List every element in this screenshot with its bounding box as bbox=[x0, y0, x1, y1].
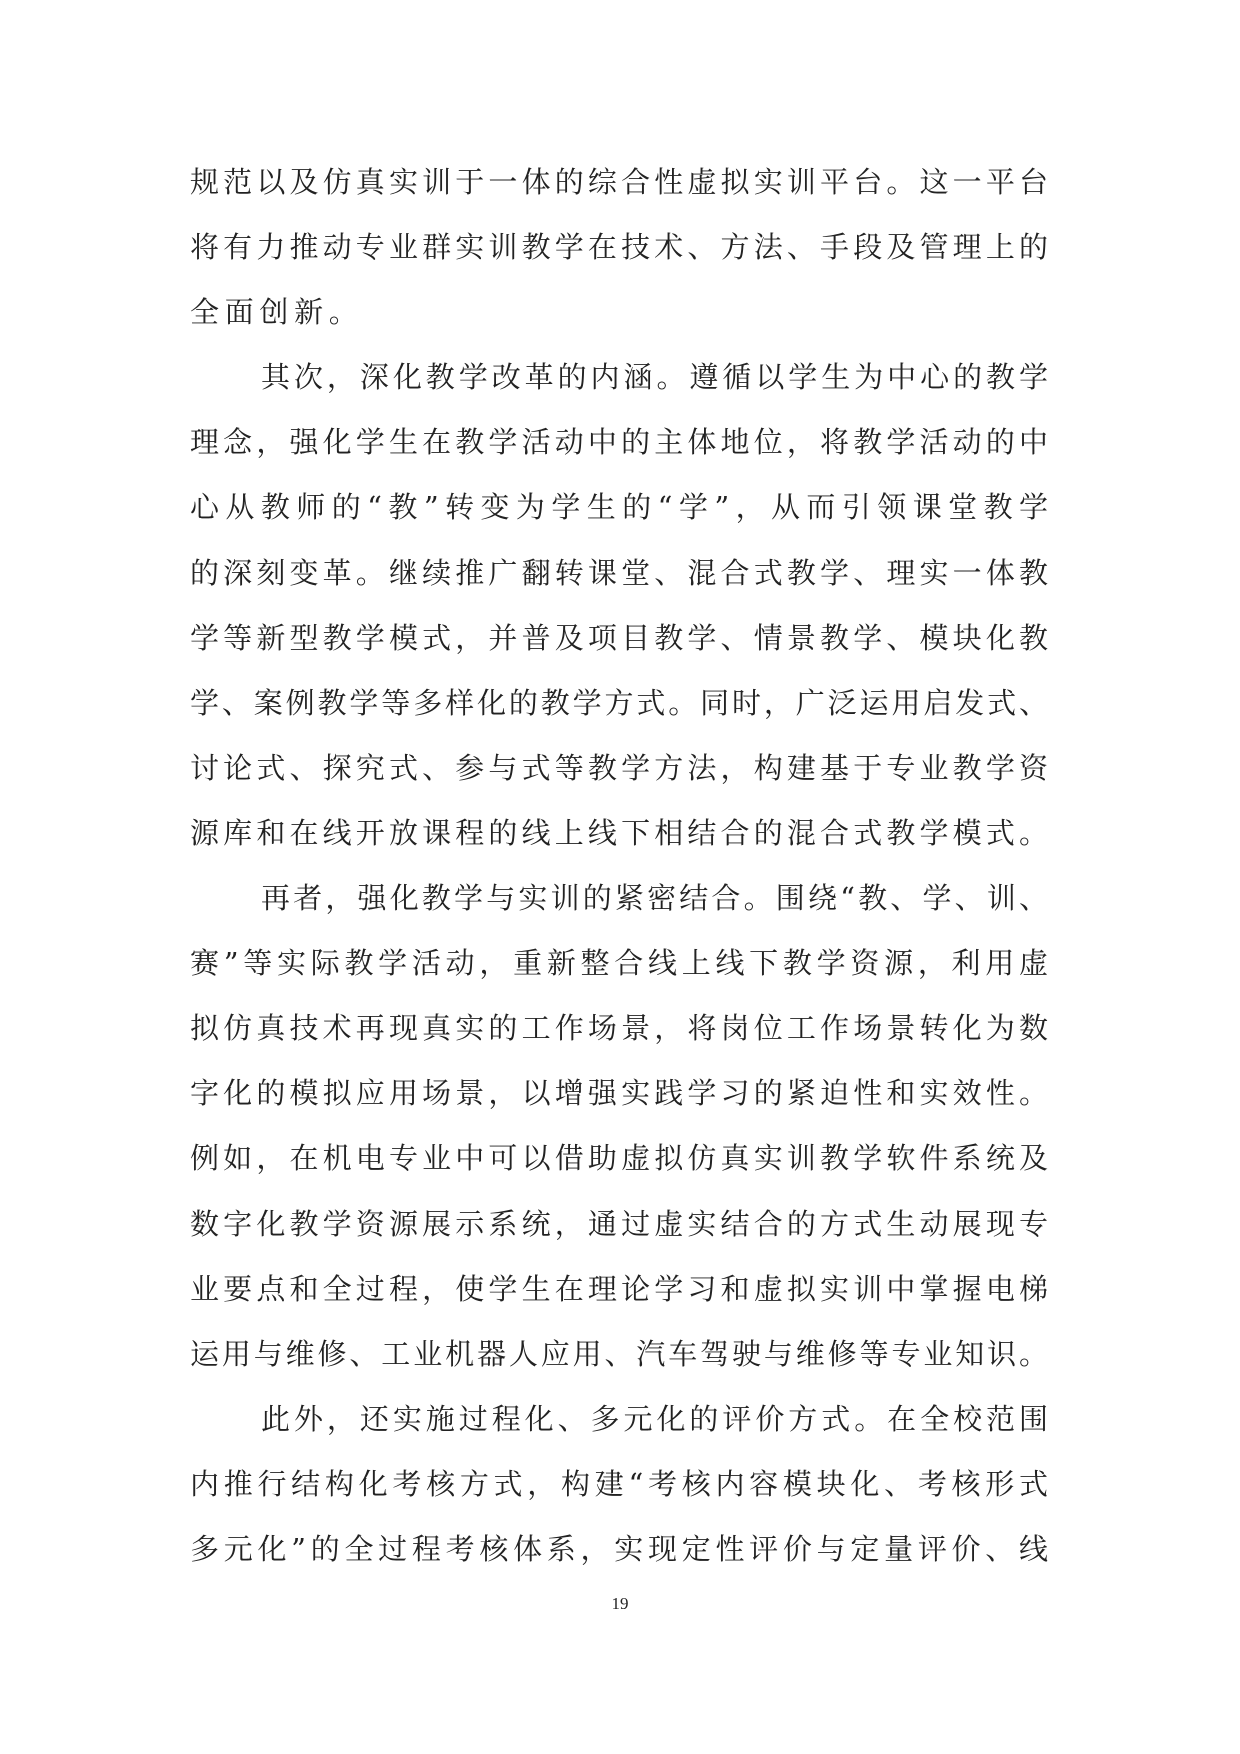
text-line: 规范以及仿真实训于一体的综合性虚拟实训平台。这一平台 bbox=[190, 165, 1048, 199]
text-line: 业要点和全过程，使学生在理论学习和虚拟实训中掌握电梯 bbox=[190, 1271, 1048, 1306]
paragraph-start-line: 再者，强化教学与实训的紧密结合。围绕“教、学、训、 bbox=[261, 881, 1048, 916]
paragraph-start-line: 此外，还实施过程化、多元化的评价方式。在全校范围 bbox=[261, 1401, 1048, 1436]
text-line: 多元化”的全过程考核体系，实现定性评价与定量评价、线 bbox=[190, 1531, 1048, 1566]
text-line: 拟仿真技术再现真实的工作场景，将岗位工作场景转化为数 bbox=[190, 1011, 1048, 1046]
text-line: 内推行结构化考核方式，构建“考核内容模块化、考核形式 bbox=[190, 1466, 1048, 1501]
text-line: 学等新型教学模式，并普及项目教学、情景教学、模块化教 bbox=[190, 620, 1048, 655]
text-line: 将有力推动专业群实训教学在技术、方法、手段及管理上的 bbox=[190, 230, 1048, 265]
body-text bbox=[190, 150, 1048, 1582]
text-line: 全面创新。 bbox=[190, 295, 364, 330]
text-line: 数字化教学资源展示系统，通过虚实结合的方式生动展现专 bbox=[190, 1206, 1048, 1241]
text-line: 学、案例教学等多样化的教学方式。同时，广泛运用启发式、 bbox=[190, 685, 1048, 720]
paragraph-start-line: 其次，深化教学改革的内涵。遵循以学生为中心的教学 bbox=[261, 360, 1048, 395]
page-number: 19 bbox=[611, 1594, 629, 1613]
text-line: 字化的模拟应用场景，以增强实践学习的紧迫性和实效性。 bbox=[190, 1076, 1048, 1111]
text-line: 运用与维修、工业机器人应用、汽车驾驶与维修等专业知识。 bbox=[190, 1336, 1048, 1371]
text-line: 例如，在机电专业中可以借助虚拟仿真实训教学软件系统及 bbox=[190, 1141, 1048, 1176]
text-line: 源库和在线开放课程的线上线下相结合的混合式教学模式。 bbox=[190, 815, 1048, 850]
text-line: 理念，强化学生在教学活动中的主体地位，将教学活动的中 bbox=[190, 425, 1048, 460]
text-line: 的深刻变革。继续推广翻转课堂、混合式教学、理实一体教 bbox=[190, 555, 1048, 590]
text-line: 心从教师的“教”转变为学生的“学”，从而引领课堂教学 bbox=[190, 490, 1048, 525]
text-line: 赛”等实际教学活动，重新整合线上线下教学资源，利用虚 bbox=[190, 946, 1048, 981]
text-line: 讨论式、探究式、参与式等教学方法，构建基于专业教学资 bbox=[190, 750, 1048, 785]
